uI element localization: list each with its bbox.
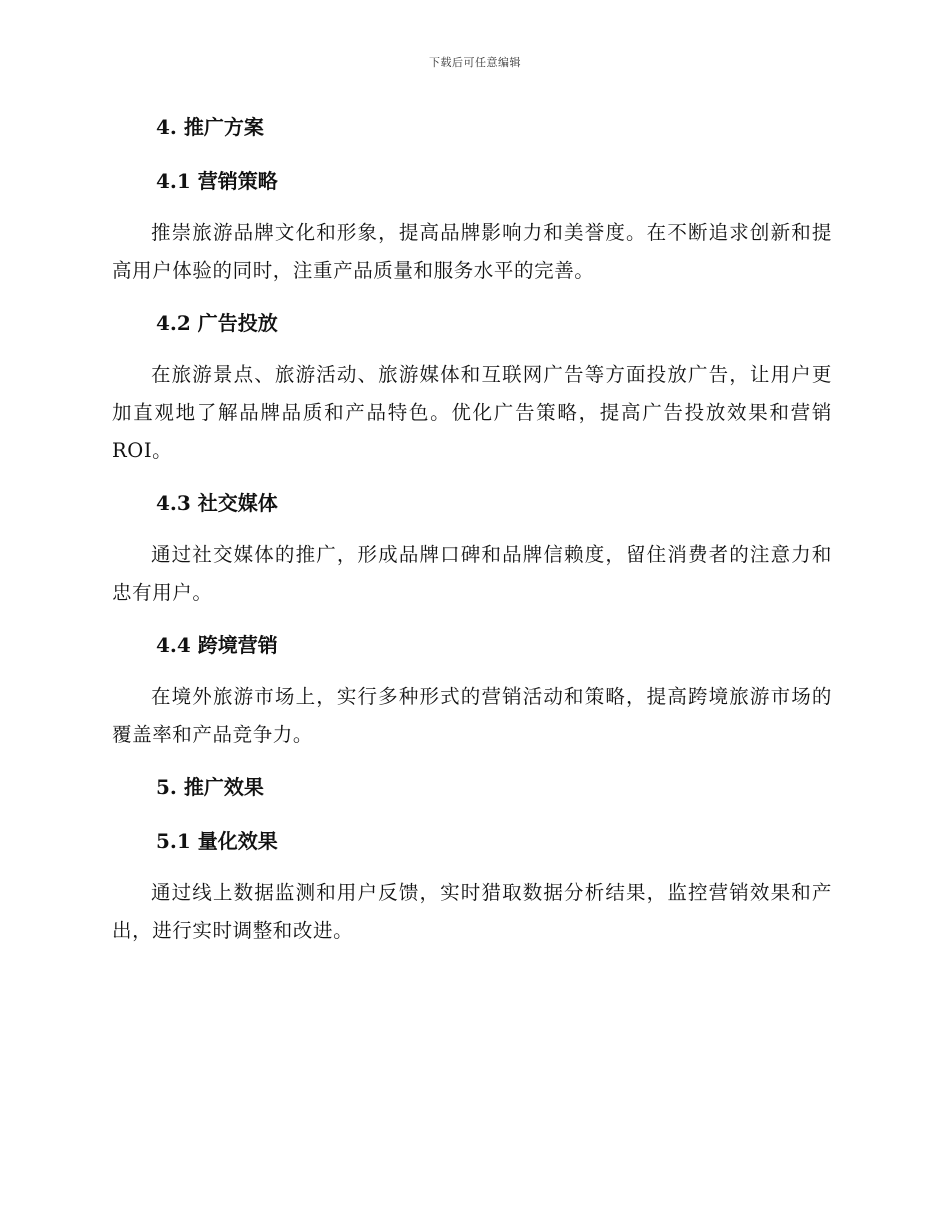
section-heading-4-2: 4.2 广告投放 [156,311,278,335]
section-heading-4: 4. 推广方案 [156,115,264,139]
paragraph-4-3: 通过社交媒体的推广，形成品牌口碑和品牌信赖度，留住消费者的注意力和忠有用户。 [112,543,832,604]
paragraph-4-1: 推崇旅游品牌文化和形象，提高品牌影响力和美誉度。在不断追求创新和提高用户体验的同时，注重产品质量和服务水平的完善。 [112,221,832,282]
section-heading-5: 5. 推广效果 [156,775,264,799]
section-heading-4-3: 4.3 社交媒体 [156,491,278,515]
paragraph-4-2: 在旅游景点、旅游活动、旅游媒体和互联网广告等方面投放广告，让用户更加直观地了解品牌品质和产品特色。优化广告策略，提高广告投放效果和营销 ROI。 [112,363,832,462]
header-note: 下载后可任意编辑 [429,56,521,69]
section-heading-4-1: 4.1 营销策略 [156,169,278,193]
document-body [112,108,832,964]
paragraph-4-4: 在境外旅游市场上，实行多种形式的营销活动和策略，提高跨境旅游市场的覆盖率和产品竞争力。 [112,685,832,746]
section-heading-5-1: 5.1 量化效果 [156,829,278,853]
paragraph-5-1: 通过线上数据监测和用户反馈，实时猎取数据分析结果，监控营销效果和产出，进行实时调整和改进。 [112,881,832,942]
section-heading-4-4: 4.4 跨境营销 [156,633,278,657]
